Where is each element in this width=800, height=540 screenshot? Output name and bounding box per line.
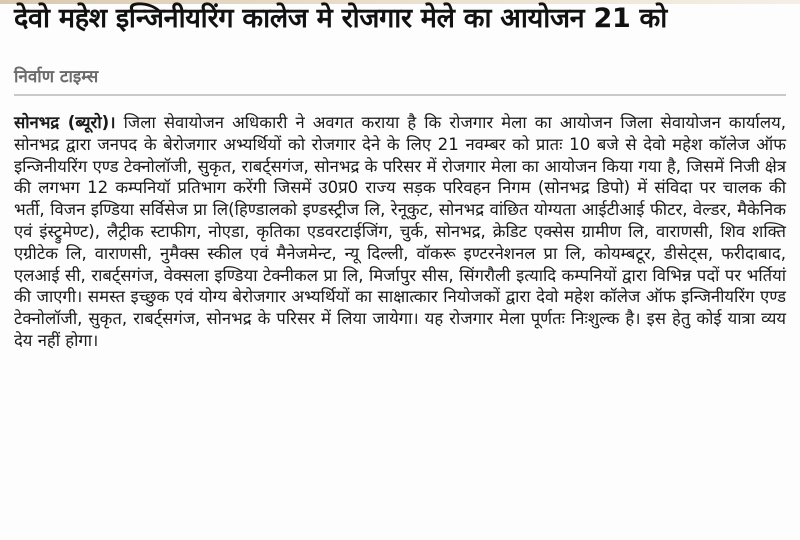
article-headline: देवो महेश इन्जिनीयरिंग कालेज मे रोजगार मेले का आयोजन 21 को: [14, 3, 667, 34]
divider: [14, 94, 786, 96]
article-body: [14, 112, 786, 352]
article-body-text: जिला सेवायोजन अधिकारी ने अवगत कराया है कि रोजगार मेला का आयोजन जिला सेवायोजन कार्यालय, सोनभद्र द्वारा जनपद के बेरोजगार अभ्यर्थियों को रोजगार देने के लिए 21 नवम्बर को प्रातः 10 बजे से देवो महेश कॉलेज ऑफ इन्जिनीयरिंग एण्ड टेक्नोलॉजी, सुकृत, राबर्ट्सगंज, सोनभद्र के परिसर में रोजगार मेला का आयोजन किया गया है, जिसमें निजी क्षेत्र की लगभग 12 कम्पनियॉ प्रतिभाग करेंगी जिसमें उ0प्र0 राज्य सड़क परिवहन निगम (सोनभद्र डिपो) में संविदा पर चालक की भर्ती, विजन इण्डिया सर्विसेज प्रा लि(हिण्डालको इण्डस्ट्रीज लि, रेनूकुट, सोनभद्र वांछित योग्यता आईटीआई फीटर, वेल्डर, मैकेनिक एवं इंस्ट्रुमेण्ट), लैट्रीक स्टाफीग, नोएडा, कृतिका एडवरटाईजिंग, चुर्क, सोनभद्र, क्रेडिट एक्सेस ग्रामीण लि, वाराणसी, शिव शक्ति एग्रीटेक लि, वाराणसी, नुमैक्स स्कील एवं मैनेजमेन्ट, न्यू दिल्ली, वॉकरू इण्टरनेशनल प्रा लि, कोयम्बटूर, डीसेट्स, फरीदाबाद, एलआई सी, राबर्ट्सगंज, वेक्सला इण्डिया टेक्नीकल प्रा लि, मिर्जापुर सीस, सिंगरौली इत्यादि कम्पनियों द्वारा विभिन्न पदों पर भर्तियां की जाएगी। समस्त इच्छुक एवं योग्य बेरोजगार अभ्यर्थियों का साक्षात्कार नियोजकों द्वारा देवो महेश कॉलेज ऑफ इन्जिनीयरिंग एण्ड टेक्नोलॉजी, सुकृत, राबर्ट्सगंज, सोनभद्र के परिसर में लिया जायेगा। यह रोजगार मेला पूर्णतः निःशुल्क है। इस हेतु कोई यात्रा व्यय देय नहीं होगा।: [14, 113, 787, 350]
publication-name: निर्वाण टाइम्स: [14, 67, 99, 87]
dateline: सोनभद्र (ब्यूरो)।: [14, 113, 116, 132]
